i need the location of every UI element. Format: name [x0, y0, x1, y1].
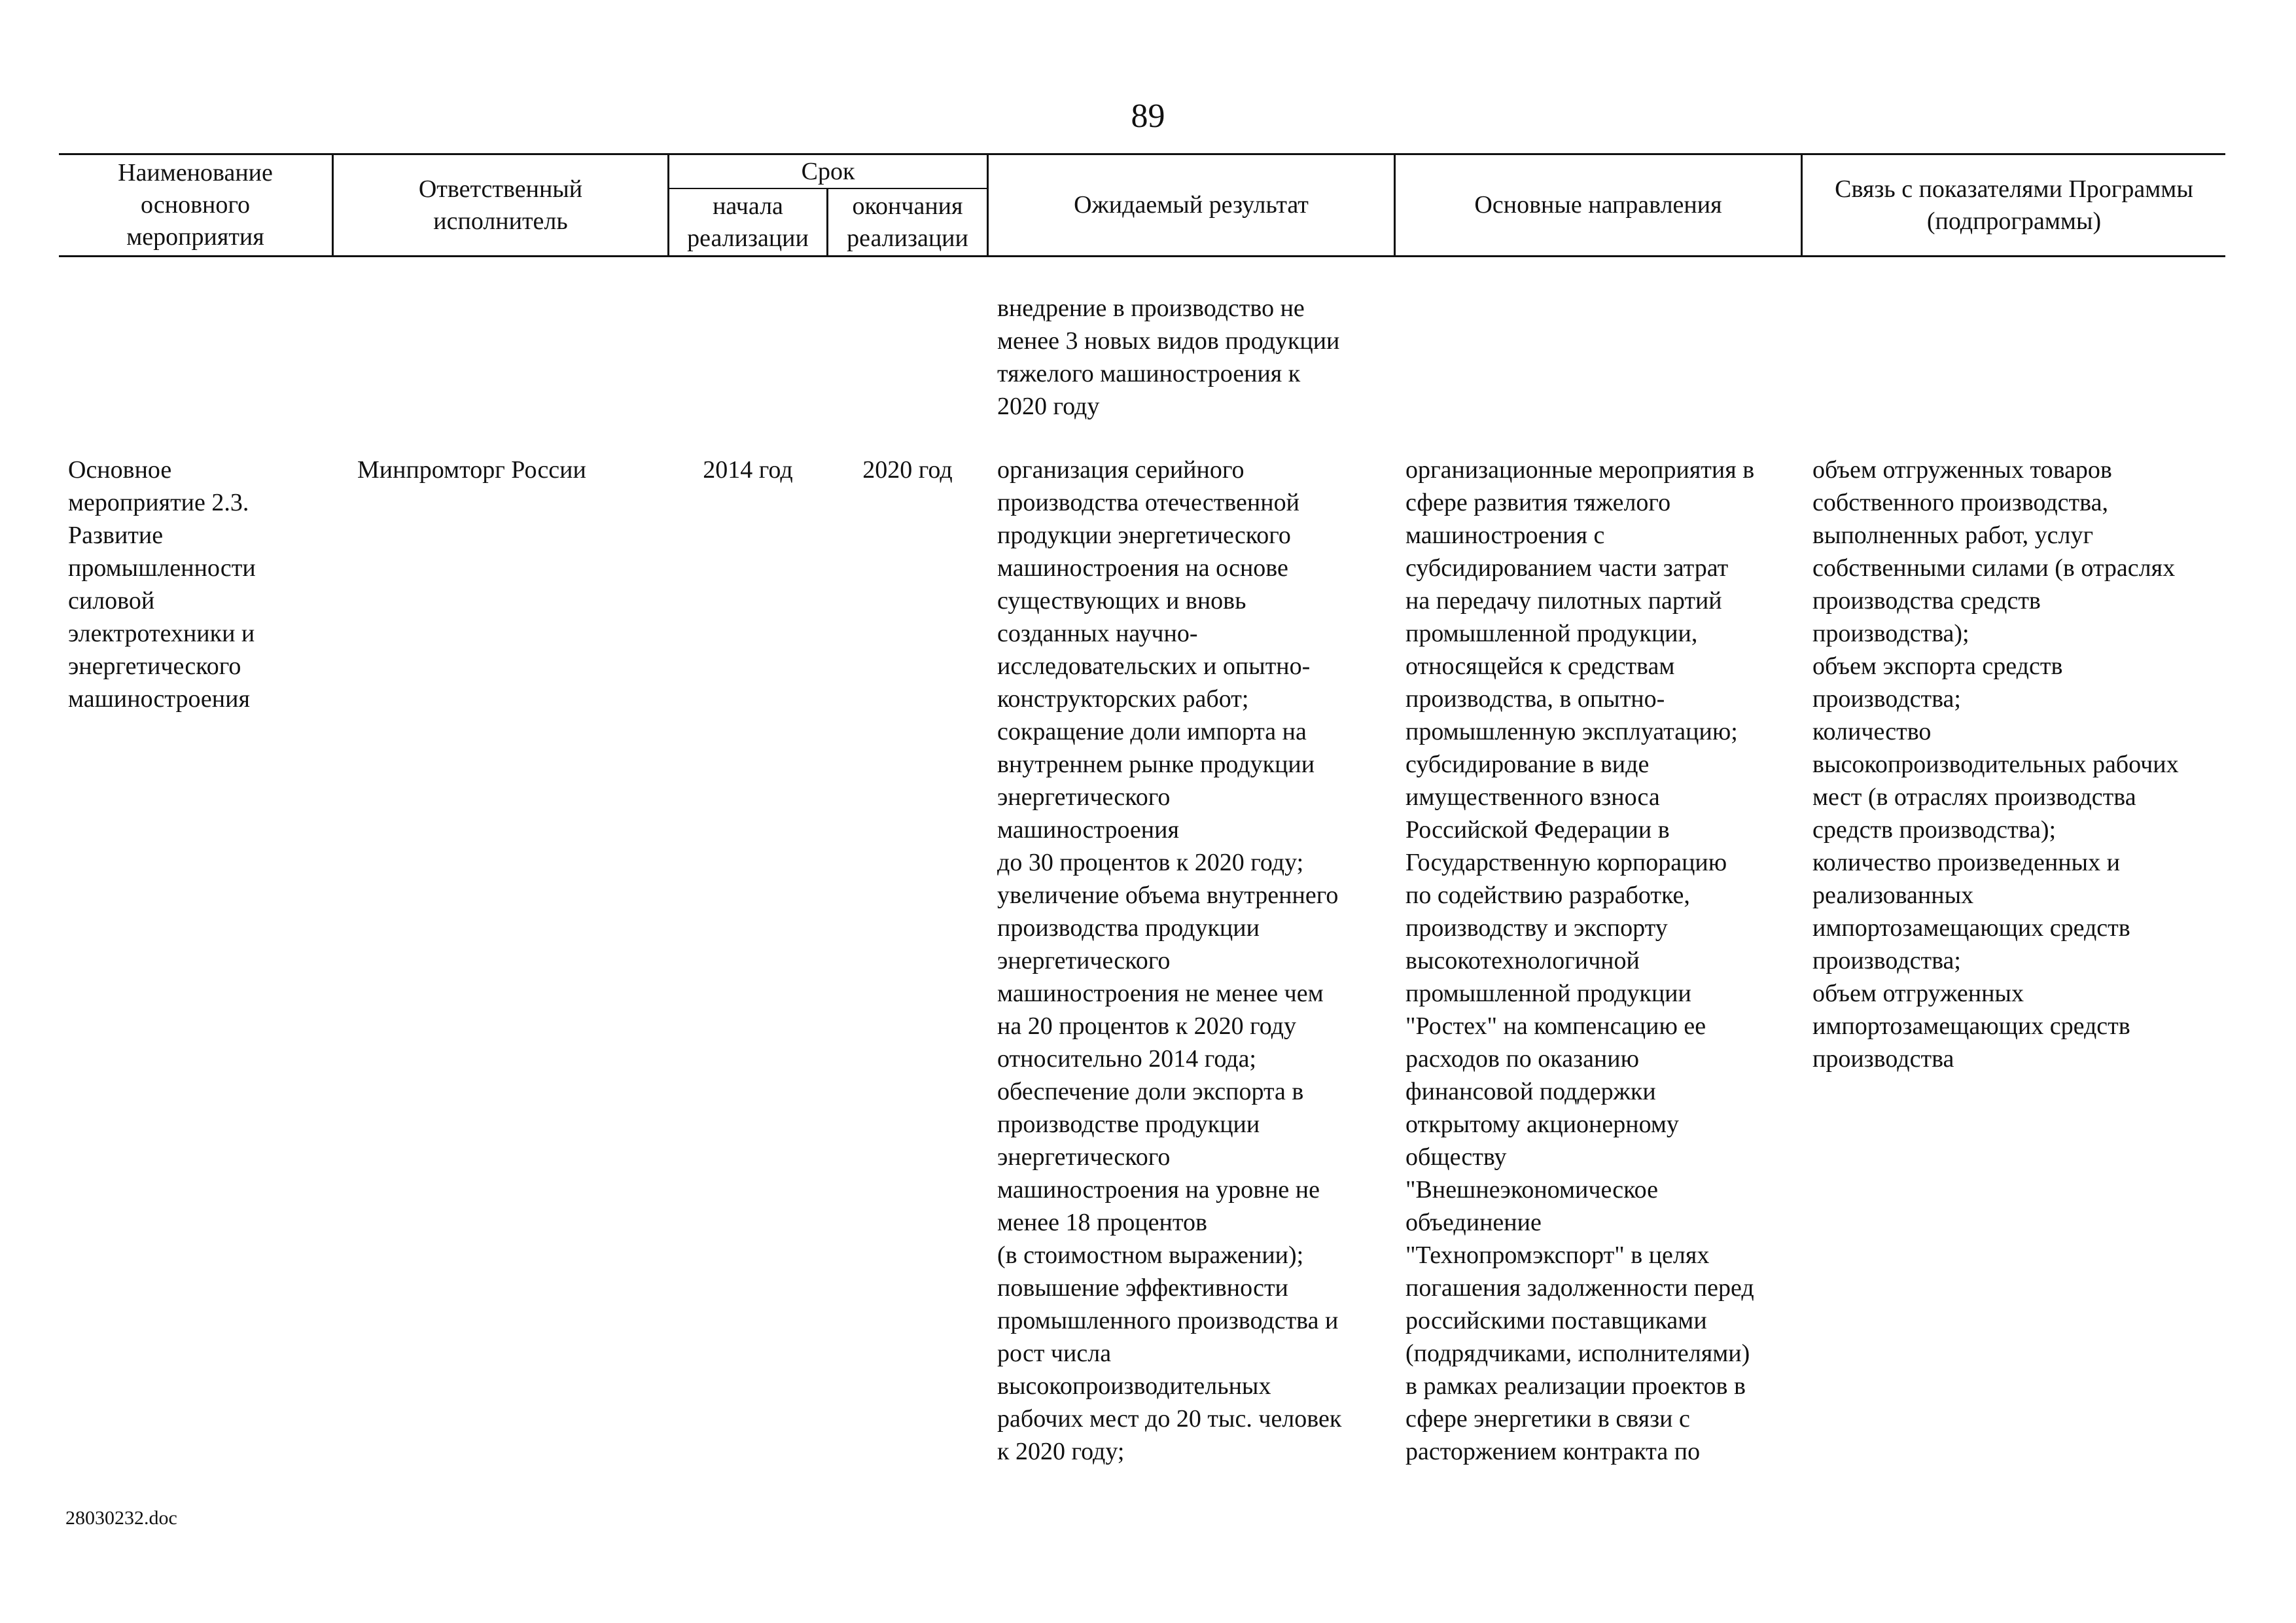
header-name: Наименование основного мероприятия	[118, 159, 273, 251]
header-link: Связь с показателями Программы (подпрограммы)	[1835, 175, 2193, 235]
header-executor: Ответственный исполнитель	[418, 175, 583, 235]
row-executor: Минпромторг России	[357, 456, 586, 484]
row-link: объем отгруженных товаров собственного производства, выполненных работ, услуг собственными силами (в отраслях производства средств производства); объем экспорта средств производства; количество высокопроизводительных рабочих мест (в отраслях производства средств производства); количество произведенных и реализованных импортозамещающих средств производства; объем отгруженных импортозамещающих средств производства	[1812, 456, 2179, 1073]
row-start: 2014 год	[703, 456, 793, 484]
row-result: организация серийного производства отечественной продукции энергетического машиностроения на основе существующих и вновь созданных научно- исследовательских и опытно- конструкторских работ; сокращение доли импорта на внутреннем рынке продукции энергетического машиностроения до 30 процентов к 2020 году; увеличение объема внутреннего производства продукции энергетического машиностроения не менее чем на 20 процентов к 2020 году относительно 2014 года; обеспечение доли экспорта в производстве продукции энергетического машиностроения на уровне не менее 18 процентов (в стоимостном выражении); повышение эффективности промышленного производства и рост числа высокопроизводительных рабочих мест до 20 тыс. человек к 2020 году;	[997, 456, 1342, 1465]
header-result: Ожидаемый результат	[1074, 191, 1309, 219]
header-directions: Основные направления	[1474, 191, 1722, 219]
continuation-result: внедрение в производство не менее 3 новых видов продукции тяжелого машиностроения к 2020 году	[997, 294, 1340, 420]
row-name: Основное мероприятие 2.3. Развитие промышленности силовой электротехники и энергетического машиностроения	[68, 456, 256, 713]
header-end: окончания реализации	[847, 192, 968, 252]
header-start: начала реализации	[687, 192, 809, 252]
row-end: 2020 год	[862, 456, 953, 484]
header-term: Срок	[801, 157, 855, 185]
document-filename: 28030232.doc	[65, 1507, 177, 1529]
page-number: 89	[1131, 98, 1165, 135]
table-header-bottom-border	[59, 255, 2225, 257]
row-directions: организационные мероприятия в сфере развития тяжелого машиностроения с субсидированием части затрат на передачу пилотных партий промышленной продукции, относящейся к средствам производства, в опытно- промышленную эксплуатацию; субсидирование в виде имущественного взноса Российской Федерации в Государственную корпорацию по содействию разработке, производству и экспорту высокотехнологичной промышленной продукции "Ростех" на компенсацию ее расходов по оказанию финансовой поддержки открытому акционерному обществу "Внешнеэкономическое объединение "Технопромэкспорт" в целях погашения задолженности перед российскими поставщиками (подрядчиками, исполнителями) в рамках реализации проектов в сфере энергетики в связи с расторжением контракта по	[1405, 456, 1755, 1465]
